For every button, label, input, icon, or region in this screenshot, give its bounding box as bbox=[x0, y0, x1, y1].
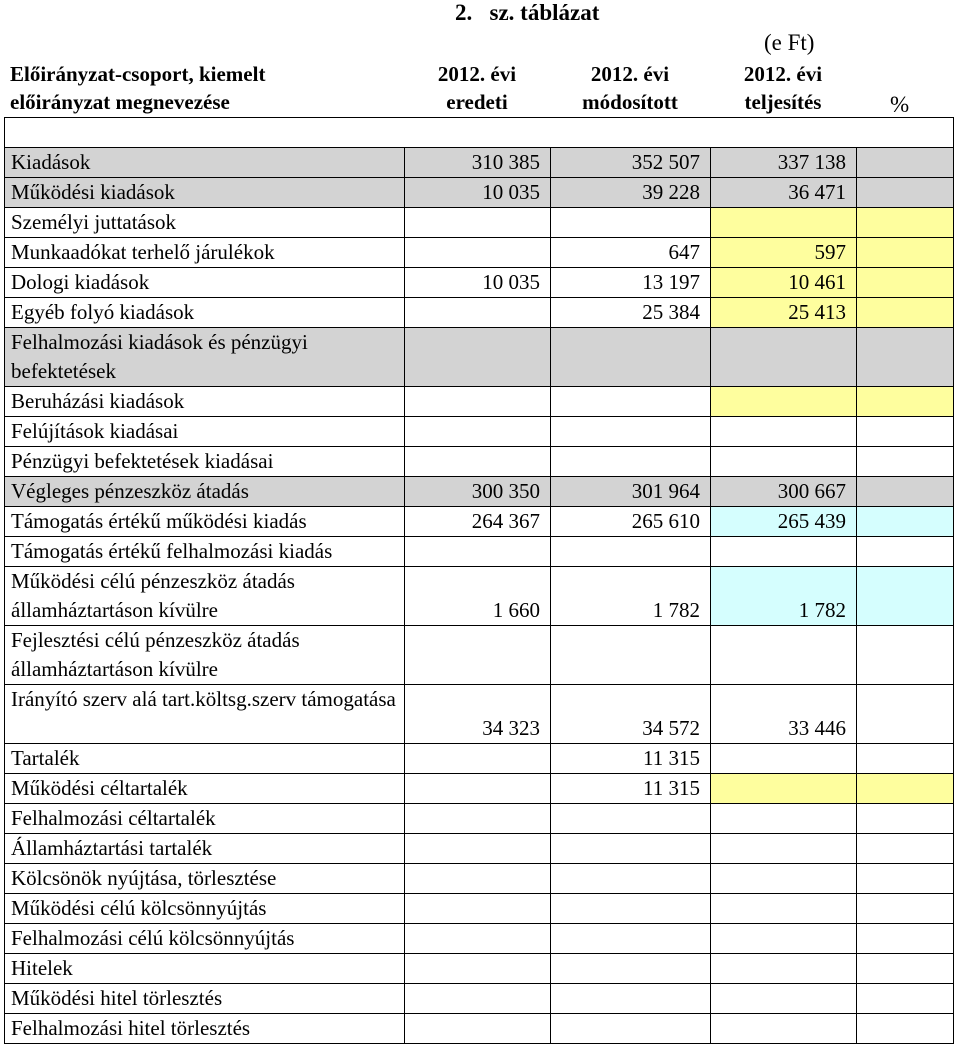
row-value-c2: 1 782 bbox=[551, 567, 711, 626]
row-value-c4 bbox=[857, 834, 954, 864]
row-value-c1: 34 323 bbox=[405, 685, 551, 744]
row-value-c1 bbox=[405, 298, 551, 328]
row-value-c4 bbox=[857, 774, 954, 804]
row-value-c4 bbox=[857, 298, 954, 328]
row-value-c3: 597 bbox=[711, 238, 857, 268]
table-row bbox=[5, 298, 954, 328]
row-value-c4 bbox=[857, 894, 954, 924]
row-value-c1 bbox=[405, 208, 551, 238]
header-col3-line1: 2012. évi bbox=[743, 62, 823, 86]
row-label: Fejlesztési célú pénzeszköz átadás államháztartáson kívülre bbox=[5, 626, 405, 685]
row-label: Támogatás értékű felhalmozási kiadás bbox=[5, 537, 405, 567]
row-value-c1 bbox=[405, 894, 551, 924]
row-value-c4 bbox=[857, 804, 954, 834]
row-value-c1: 10 035 bbox=[405, 178, 551, 208]
row-value-c2: 39 228 bbox=[551, 178, 711, 208]
table-row bbox=[5, 178, 954, 208]
row-value-c1 bbox=[405, 924, 551, 954]
row-label: Támogatás értékű működési kiadás bbox=[5, 507, 405, 537]
row-value-c2: 265 610 bbox=[551, 507, 711, 537]
row-value-c3: 10 461 bbox=[711, 268, 857, 298]
row-value-c2: 11 315 bbox=[551, 744, 711, 774]
row-value-c3 bbox=[711, 804, 857, 834]
header-col2-line2: módosított bbox=[582, 90, 678, 114]
header-name-line2: előirányzat megnevezése bbox=[10, 90, 230, 114]
row-value-c3 bbox=[711, 774, 857, 804]
header-col-percent: % bbox=[890, 92, 910, 117]
header-col3-line2: teljesítés bbox=[744, 90, 822, 114]
row-value-c2 bbox=[551, 984, 711, 1014]
header-col-teljesites bbox=[710, 60, 856, 116]
row-value-c4 bbox=[857, 954, 954, 984]
row-label: Végleges pénzeszköz átadás bbox=[5, 477, 405, 507]
row-label: Tartalék bbox=[5, 744, 405, 774]
row-value-c3 bbox=[711, 417, 857, 447]
table-title: 2. sz. táblázat bbox=[455, 0, 600, 25]
row-value-c1 bbox=[405, 864, 551, 894]
table-row bbox=[5, 387, 954, 417]
row-value-c1 bbox=[405, 744, 551, 774]
row-label: Működési célú pénzeszköz átadás államháztartáson kívülre bbox=[5, 567, 405, 626]
row-value-c3 bbox=[711, 328, 857, 387]
header-name bbox=[10, 60, 265, 116]
row-value-c4 bbox=[857, 208, 954, 238]
row-value-c1 bbox=[405, 626, 551, 685]
row-value-c4 bbox=[857, 744, 954, 774]
row-value-c3 bbox=[711, 744, 857, 774]
table-row bbox=[5, 567, 954, 626]
row-value-c3 bbox=[711, 864, 857, 894]
row-value-c3 bbox=[711, 387, 857, 417]
table-row bbox=[5, 148, 954, 178]
table-row bbox=[5, 864, 954, 894]
row-value-c3: 1 782 bbox=[711, 567, 857, 626]
row-value-c3: 265 439 bbox=[711, 507, 857, 537]
table-row bbox=[5, 328, 954, 387]
row-value-c3 bbox=[711, 447, 857, 477]
row-label: Egyéb folyó kiadások bbox=[5, 298, 405, 328]
table-row bbox=[5, 744, 954, 774]
spacer-cell bbox=[5, 118, 954, 148]
row-label: Működési kiadások bbox=[5, 178, 405, 208]
row-value-c3 bbox=[711, 626, 857, 685]
row-value-c4 bbox=[857, 238, 954, 268]
row-value-c3: 36 471 bbox=[711, 178, 857, 208]
row-value-c2: 352 507 bbox=[551, 148, 711, 178]
row-value-c1 bbox=[405, 417, 551, 447]
row-value-c2: 11 315 bbox=[551, 774, 711, 804]
table-row bbox=[5, 685, 954, 744]
row-value-c4 bbox=[857, 178, 954, 208]
table-row bbox=[5, 834, 954, 864]
row-value-c3 bbox=[711, 924, 857, 954]
row-value-c3 bbox=[711, 834, 857, 864]
row-value-c3 bbox=[711, 954, 857, 984]
row-value-c3: 33 446 bbox=[711, 685, 857, 744]
row-value-c2 bbox=[551, 834, 711, 864]
row-label: Működési hitel törlesztés bbox=[5, 984, 405, 1014]
row-value-c2: 13 197 bbox=[551, 268, 711, 298]
row-label: Államháztartási tartalék bbox=[5, 834, 405, 864]
row-value-c1 bbox=[405, 238, 551, 268]
row-value-c1 bbox=[405, 1014, 551, 1044]
row-value-c2 bbox=[551, 208, 711, 238]
table-row bbox=[5, 1014, 954, 1044]
row-value-c1 bbox=[405, 387, 551, 417]
table-row bbox=[5, 238, 954, 268]
row-value-c4 bbox=[857, 864, 954, 894]
header-col-modositott bbox=[550, 60, 710, 116]
row-value-c4 bbox=[857, 567, 954, 626]
row-value-c4 bbox=[857, 984, 954, 1014]
row-value-c4 bbox=[857, 477, 954, 507]
row-value-c3 bbox=[711, 984, 857, 1014]
table-row bbox=[5, 984, 954, 1014]
row-value-c3 bbox=[711, 1014, 857, 1044]
row-value-c1: 1 660 bbox=[405, 567, 551, 626]
row-value-c4 bbox=[857, 537, 954, 567]
row-value-c4 bbox=[857, 328, 954, 387]
row-value-c4 bbox=[857, 148, 954, 178]
row-label: Felhalmozási célú kölcsönnyújtás bbox=[5, 924, 405, 954]
header-col-eredeti bbox=[404, 60, 550, 116]
row-value-c1: 10 035 bbox=[405, 268, 551, 298]
row-value-c1: 300 350 bbox=[405, 477, 551, 507]
row-value-c2 bbox=[551, 387, 711, 417]
row-label: Felújítások kiadásai bbox=[5, 417, 405, 447]
row-label: Munkaadókat terhelő járulékok bbox=[5, 238, 405, 268]
table-row bbox=[5, 507, 954, 537]
row-value-c2: 647 bbox=[551, 238, 711, 268]
row-value-c1 bbox=[405, 984, 551, 1014]
table-row bbox=[5, 954, 954, 984]
row-value-c3: 25 413 bbox=[711, 298, 857, 328]
row-value-c4 bbox=[857, 447, 954, 477]
row-value-c1 bbox=[405, 954, 551, 984]
table-row bbox=[5, 268, 954, 298]
row-label: Működési célú kölcsönnyújtás bbox=[5, 894, 405, 924]
unit-label: (e Ft) bbox=[764, 30, 815, 55]
row-value-c3 bbox=[711, 208, 857, 238]
row-value-c3 bbox=[711, 537, 857, 567]
row-value-c2 bbox=[551, 626, 711, 685]
row-label: Kölcsönök nyújtása, törlesztése bbox=[5, 864, 405, 894]
row-value-c3 bbox=[711, 894, 857, 924]
row-label: Kiadások bbox=[5, 148, 405, 178]
row-value-c4 bbox=[857, 387, 954, 417]
row-value-c1: 264 367 bbox=[405, 507, 551, 537]
table-row bbox=[5, 626, 954, 685]
table-row bbox=[5, 417, 954, 447]
table-row bbox=[5, 477, 954, 507]
table-row bbox=[5, 774, 954, 804]
row-value-c3: 337 138 bbox=[711, 148, 857, 178]
budget-table bbox=[4, 117, 954, 1044]
row-value-c1 bbox=[405, 774, 551, 804]
header-col2-line1: 2012. évi bbox=[590, 62, 670, 86]
row-label: Felhalmozási hitel törlesztés bbox=[5, 1014, 405, 1044]
row-value-c2 bbox=[551, 1014, 711, 1044]
row-label: Irányító szerv alá tart.költsg.szerv támogatása bbox=[5, 685, 405, 744]
row-value-c2 bbox=[551, 954, 711, 984]
row-value-c1 bbox=[405, 834, 551, 864]
row-label: Dologi kiadások bbox=[5, 268, 405, 298]
row-value-c4 bbox=[857, 1014, 954, 1044]
row-value-c4 bbox=[857, 626, 954, 685]
row-value-c2 bbox=[551, 328, 711, 387]
table-row bbox=[5, 804, 954, 834]
table-row bbox=[5, 447, 954, 477]
row-value-c2: 34 572 bbox=[551, 685, 711, 744]
row-value-c4 bbox=[857, 268, 954, 298]
header-name-line1: Előirányzat-csoport, kiemelt bbox=[10, 62, 266, 86]
row-value-c1 bbox=[405, 447, 551, 477]
row-label: Beruházási kiadások bbox=[5, 387, 405, 417]
row-value-c4 bbox=[857, 417, 954, 447]
row-value-c2 bbox=[551, 417, 711, 447]
row-label: Felhalmozási céltartalék bbox=[5, 804, 405, 834]
row-label: Személyi juttatások bbox=[5, 208, 405, 238]
table-row bbox=[5, 894, 954, 924]
row-value-c4 bbox=[857, 924, 954, 954]
row-value-c1 bbox=[405, 804, 551, 834]
row-label: Felhalmozási kiadások és pénzügyi befektetések bbox=[5, 328, 405, 387]
row-value-c2 bbox=[551, 924, 711, 954]
header-col1-line1: 2012. évi bbox=[437, 62, 517, 86]
row-value-c2 bbox=[551, 447, 711, 477]
row-label: Hitelek bbox=[5, 954, 405, 984]
row-label: Pénzügyi befektetések kiadásai bbox=[5, 447, 405, 477]
table-row bbox=[5, 537, 954, 567]
row-value-c2: 301 964 bbox=[551, 477, 711, 507]
row-value-c2 bbox=[551, 864, 711, 894]
row-value-c2 bbox=[551, 804, 711, 834]
row-value-c3: 300 667 bbox=[711, 477, 857, 507]
row-value-c4 bbox=[857, 507, 954, 537]
row-value-c1: 310 385 bbox=[405, 148, 551, 178]
row-value-c1 bbox=[405, 328, 551, 387]
row-value-c2 bbox=[551, 894, 711, 924]
row-label: Működési céltartalék bbox=[5, 774, 405, 804]
table-spacer-row bbox=[5, 118, 954, 148]
row-value-c2 bbox=[551, 537, 711, 567]
row-value-c4 bbox=[857, 685, 954, 744]
row-value-c2: 25 384 bbox=[551, 298, 711, 328]
row-value-c1 bbox=[405, 537, 551, 567]
budget-table-body bbox=[5, 118, 954, 1044]
header-col1-line2: eredeti bbox=[446, 90, 508, 114]
table-row bbox=[5, 924, 954, 954]
table-row bbox=[5, 208, 954, 238]
